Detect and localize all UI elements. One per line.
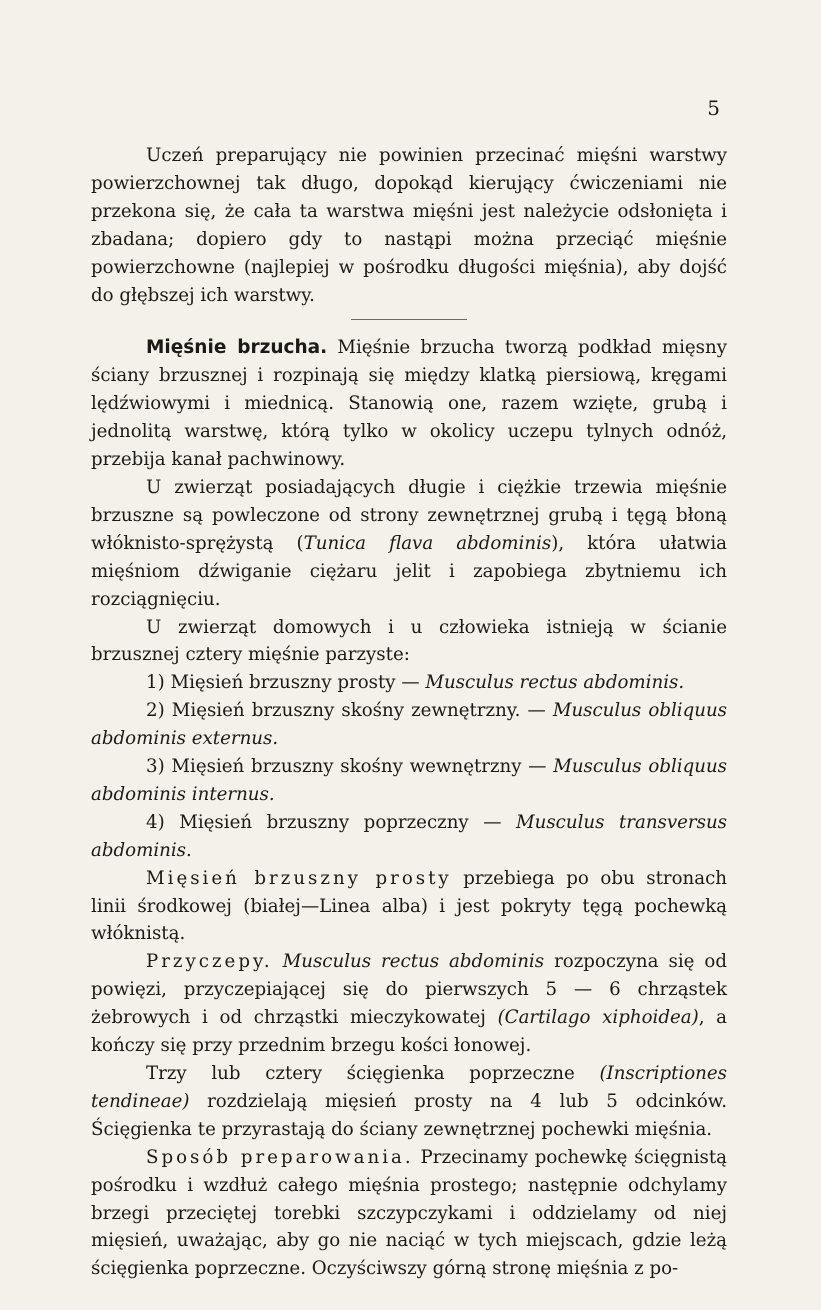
paragraph-4: U zwierząt domowych i u człowieka istnieją w ścianie brzusznej cztery mięśnie parzyste: xyxy=(91,616,727,666)
spaced-term: Sposób preparowania. xyxy=(146,1146,414,1168)
section-divider xyxy=(351,319,467,320)
paragraph-8-text: Przecinamy pochewkę ścięgnistą pośrodku i wzdłuż całego mięśnia prostego; następnie odchylamy brzegi przeciętej torebki szczypczykami i oddzielamy od niej mięsień, uważając, aby go nie naciąć w tych miejscach, gdzie leżą ścięgienka poprzeczne. Oczyściwszy górną stronę mięśnia z po- xyxy=(91,1146,727,1280)
list-item-text: 1) Mięsień brzuszny prosty — xyxy=(146,672,426,694)
paragraph-abdominal-muscles xyxy=(91,334,727,474)
latin-term: (Cartilago xiphoidea) xyxy=(497,1007,699,1029)
paragraph-2-text: Mięśnie brzucha tworzą podkład mięsny ściany brzusznej i rozpinają się między klatką piersiową, kręgami lędźwiowymi i miednicą. Stanowią one, razem wzięte, grubą i jednolitą warstwę, którą tylko w okolicy uczepu tylnych odnóż, przebija kanał pachwinowy. xyxy=(91,337,728,471)
page-body xyxy=(91,142,727,1283)
latin-term: Musculus rectus abdominis. xyxy=(425,672,685,694)
section-heading: Mięśnie brzucha. xyxy=(146,337,328,359)
latin-term: Musculus obliquus abdominis internus. xyxy=(91,756,727,805)
list-item-text: 4) Mięsień brzuszny poprzeczny — xyxy=(146,811,516,833)
spaced-term: Przyczepy. xyxy=(146,951,273,973)
paragraph-8 xyxy=(91,1144,727,1284)
list-item-1 xyxy=(91,669,727,697)
paragraph-6-text-a: rozpoczyna się od powięzi, przyczepiającej się do pierwszych 5 — 6 chrząstek żebrowych i od chrząstki mieczykowatej xyxy=(91,951,727,1029)
latin-term: Musculus transversus abdominis. xyxy=(91,811,727,861)
paragraph-7 xyxy=(91,1060,727,1144)
paragraph-7-text-b: rozdzielają mięsień prosty na 4 lub 5 odcinków. Ścięgienka te przyrastają do ściany zewnętrznej pochewki mięśnia. xyxy=(91,1090,727,1140)
paragraph-3-text-b: ), która ułatwia mięśniom dźwiganie ciężaru jelit i zapobiega zbytniemu ich rozciągnięciu. xyxy=(91,532,727,610)
latin-term: (Inscriptiones tendineae) xyxy=(91,1063,727,1112)
paragraph-7-text-a: Trzy lub cztery ścięgienka poprzeczne xyxy=(146,1063,600,1084)
page-number: 5 xyxy=(707,96,721,120)
list-item-2 xyxy=(91,697,727,753)
list-item-text: 2) Mięsień brzuszny skośny zewnętrzny. — xyxy=(146,700,553,722)
paragraph-5 xyxy=(91,865,727,949)
list-item-text: 3) Mięsień brzuszny skośny wewnętrzny — xyxy=(146,756,554,778)
paragraph-5-text: przebiega po obu stronach linii środkowej (białej—Linea alba) i jest pokryty tęgą pochewką włóknistą. xyxy=(91,867,727,945)
paragraph-6-text-b: , a kończy się przy przednim brzegu kości łonowej. xyxy=(91,1007,728,1057)
paragraph-6 xyxy=(91,948,727,1060)
paragraph-1: Uczeń preparujący nie powinien przecinać mięśni warstwy powierzchownej tak długo, dopokąd kierujący ćwiczeniami nie przekona się, że cała ta warstwa mięśni jest należycie odsłonięta i zbadana; dopiero gdy to nastąpi można przeciąć mięśnie powierzchowne (najlepiej w pośrodku długości mięśnia), aby dojść do głębszej ich warstwy. xyxy=(91,145,727,306)
latin-term: Musculus rectus abdominis xyxy=(282,951,545,973)
latin-term: Musculus obliquus abdominis externus. xyxy=(91,700,727,750)
latin-term: Tunica flava abdominis xyxy=(303,532,552,554)
paragraph-3-text-a: U zwierząt posiadających długie i ciężkie trzewia mięśnie brzuszne są powleczone od strony zewnętrznej grubą i tęgą błoną włóknisto-sprężystą ( xyxy=(91,476,727,554)
list-item-4 xyxy=(91,809,727,865)
spaced-term: Mięsień brzuszny prosty xyxy=(146,867,452,889)
list-item-3 xyxy=(91,753,727,809)
paragraph-3 xyxy=(91,474,727,614)
